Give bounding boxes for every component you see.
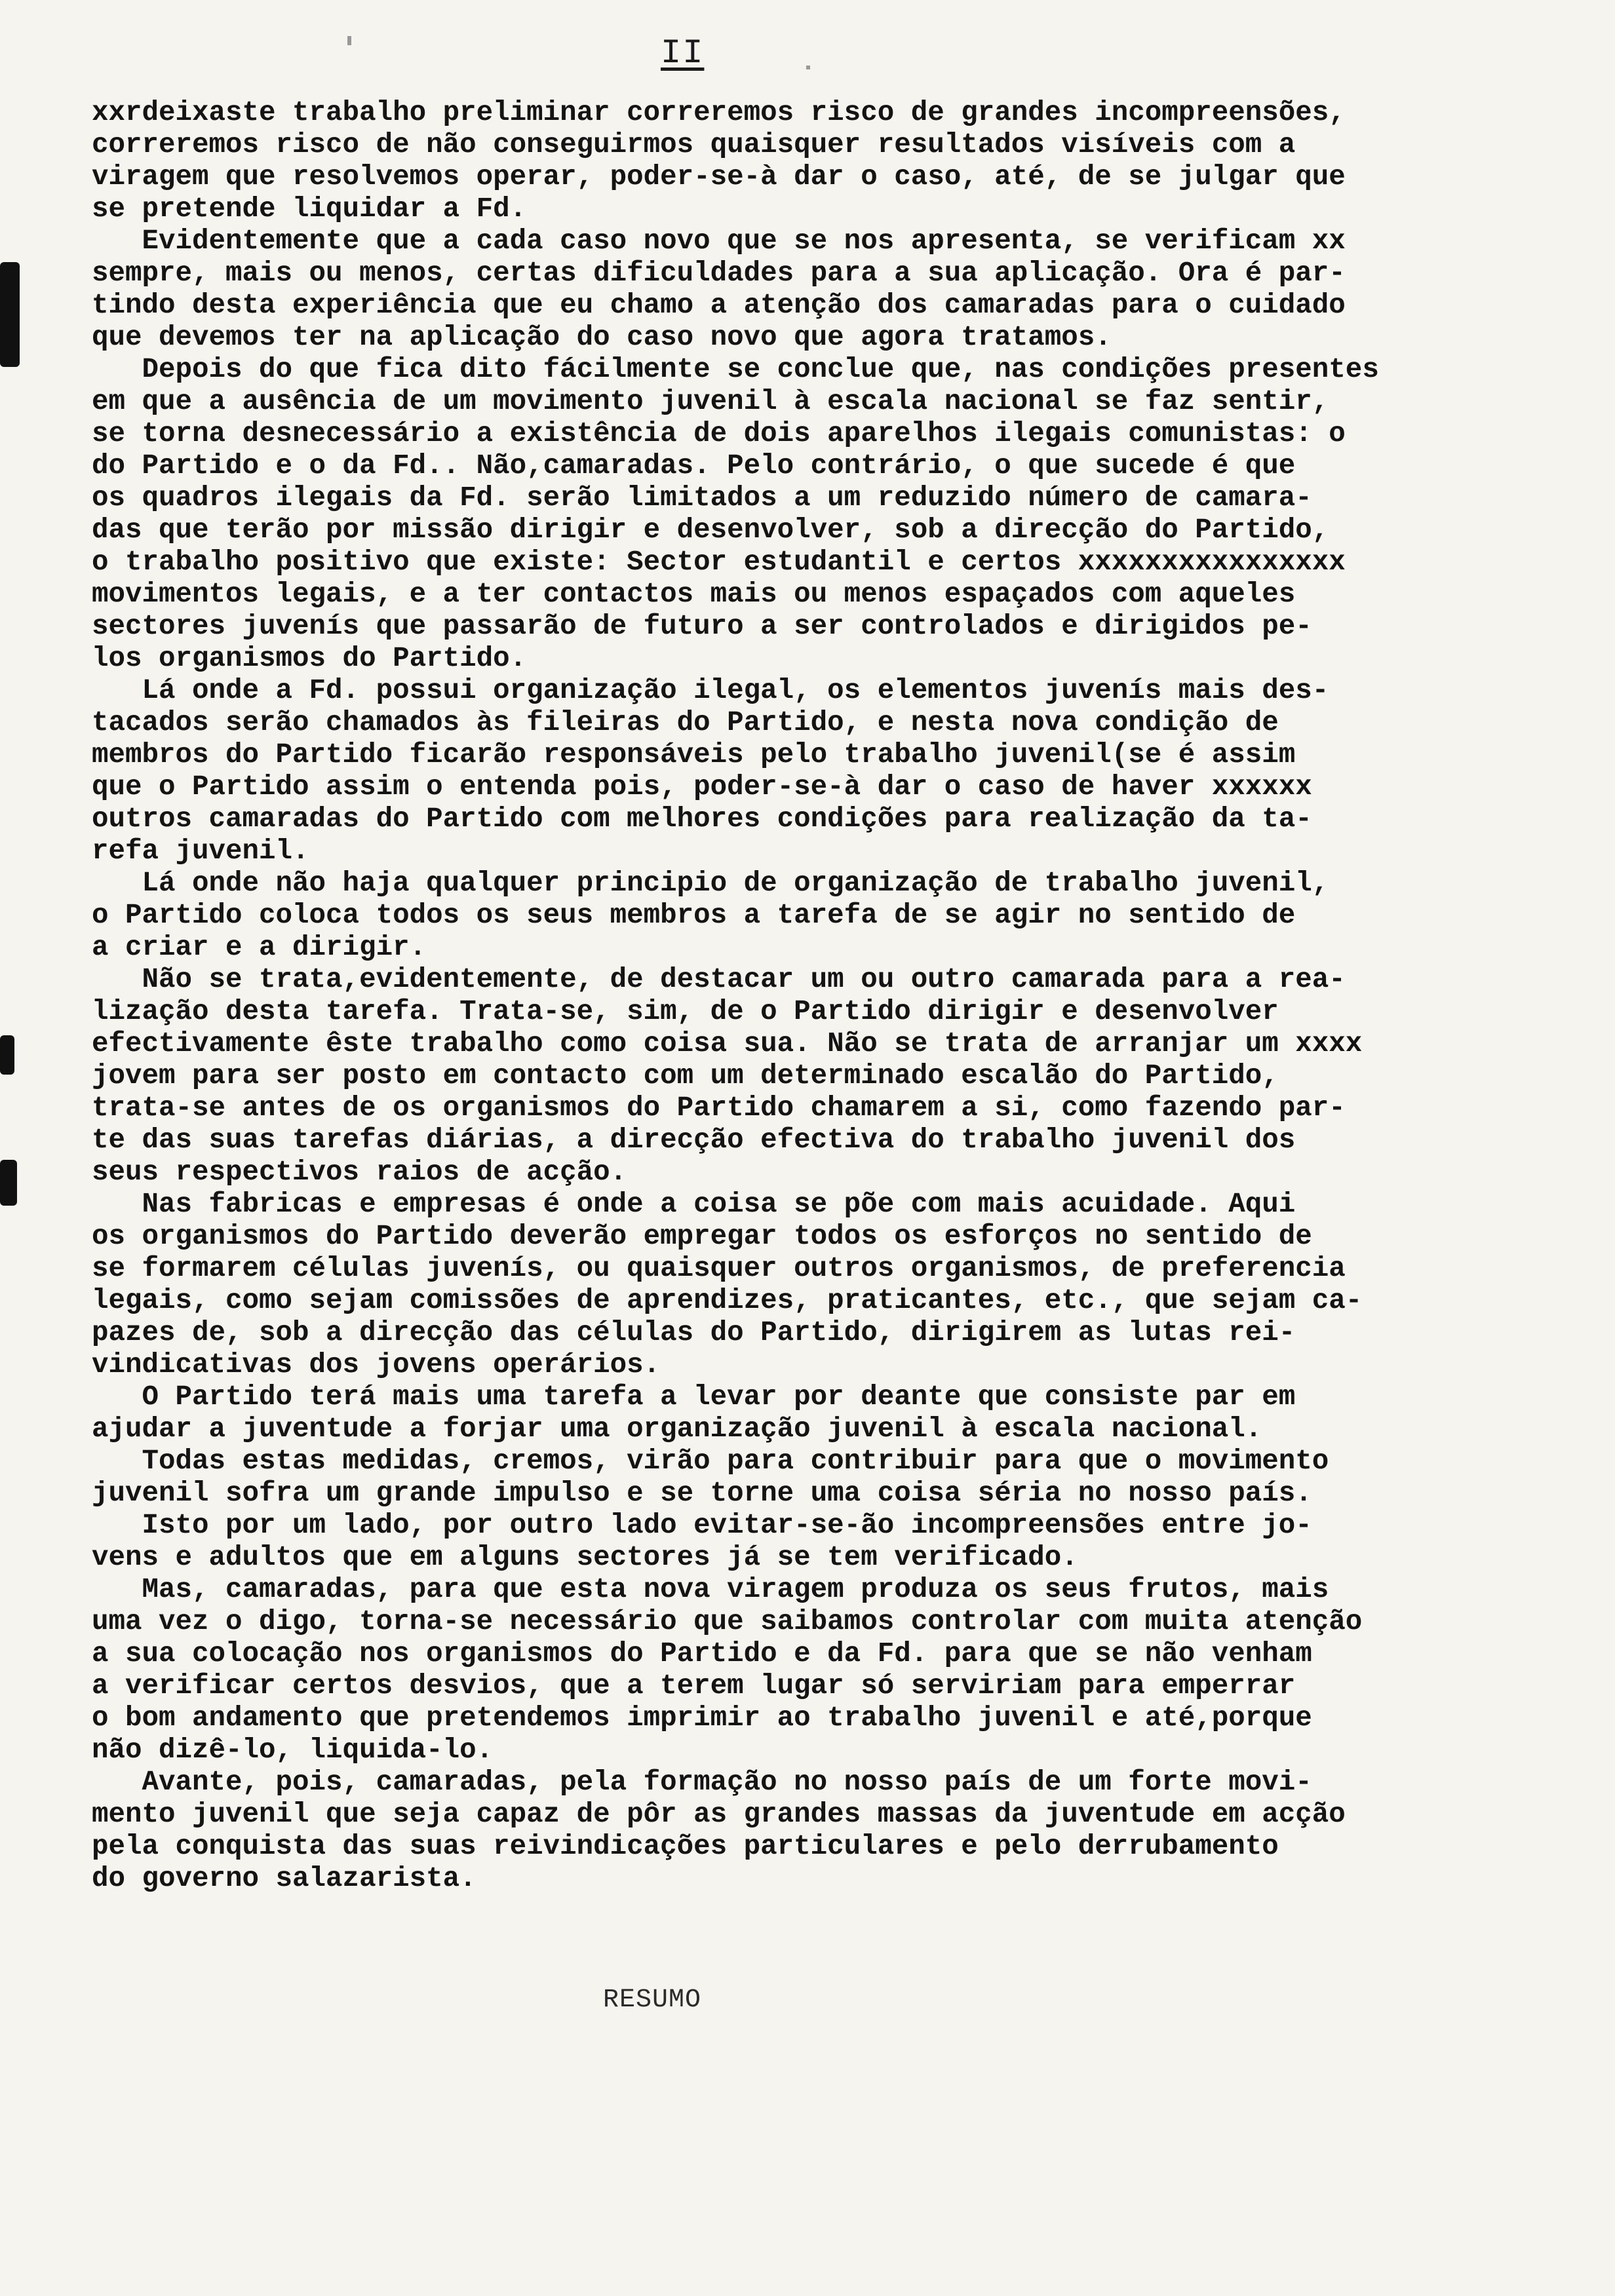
text-line: lização desta tarefa. Trata-se, sim, de o Partido dirigir e desenvolver xyxy=(92,996,1279,1027)
text-line: Isto por um lado, por outro lado evitar-se-ão incompreensões entre jo- xyxy=(92,1510,1312,1541)
text-line: tindo desta experiência que eu chamo a atenção dos camaradas para o cuidado xyxy=(92,290,1346,321)
binder-hole-mark xyxy=(0,1035,14,1075)
text-line: efectivamente êste trabalho como coisa sua. Não se trata de arranjar um xxxx xyxy=(92,1028,1363,1060)
text-line: pela conquista das suas reivindicações particulares e pelo derrubamento xyxy=(92,1831,1279,1862)
text-line: juvenil sofra um grande impulso e se torne uma coisa séria no nosso país. xyxy=(92,1478,1312,1509)
text-line: o trabalho positivo que existe: Sector estudantil e certos xxxxxxxxxxxxxxxx xyxy=(92,546,1346,578)
paper-speck xyxy=(806,66,810,69)
text-line: não dizê-lo, liquida-lo. xyxy=(92,1734,494,1766)
text-line: sectores juvenís que passarão de futuro a ser controlados e dirigidos pe- xyxy=(92,611,1312,642)
text-line: se torna desnecessário a existência de dois aparelhos ilegais comunistas: o xyxy=(92,418,1346,450)
text-line: te das suas tarefas diárias, a direcção efectiva do trabalho juvenil dos xyxy=(92,1124,1296,1156)
text-line: seus respectivos raios de acção. xyxy=(92,1157,627,1188)
text-line: Evidentemente que a cada caso novo que se nos apresenta, se verificam xx xyxy=(92,225,1346,257)
text-line: pazes de, sob a direcção das células do Partido, dirigirem as lutas rei- xyxy=(92,1317,1296,1349)
text-line: uma vez o digo, torna-se necessário que saibamos controlar com muita atenção xyxy=(92,1606,1363,1637)
paper-speck xyxy=(347,36,351,45)
text-line: viragem que resolvemos operar, poder-se-à dar o caso, até, de se julgar que xyxy=(92,161,1346,193)
text-line: ajudar a juventude a forjar uma organização juvenil à escala nacional. xyxy=(92,1413,1262,1445)
text-line: que devemos ter na aplicação do caso novo que agora tratamos. xyxy=(92,322,1112,353)
text-line: vindicativas dos jovens operários. xyxy=(92,1349,661,1381)
page-number: II xyxy=(661,34,705,73)
text-line: Lá onde não haja qualquer principio de organização de trabalho juvenil, xyxy=(92,868,1329,899)
text-line: xxrdeixaste trabalho preliminar correremos risco de grandes incompreensões, xyxy=(92,97,1346,128)
text-line: mento juvenil que seja capaz de pôr as grandes massas da juventude em acção xyxy=(92,1799,1346,1830)
text-line: o Partido coloca todos os seus membros a tarefa de se agir no sentido de xyxy=(92,900,1296,931)
text-line: Mas, camaradas, para que esta nova viragem produza os seus frutos, mais xyxy=(92,1574,1329,1605)
text-line: do Partido e o da Fd.. Não,camaradas. Pelo contrário, o que sucede é que xyxy=(92,450,1296,482)
text-line: a verificar certos desvios, que a terem lugar só serviriam para emperrar xyxy=(92,1670,1296,1702)
text-line: Não se trata,evidentemente, de destacar um ou outro camarada para a rea- xyxy=(92,964,1346,995)
text-line: que o Partido assim o entenda pois, poder-se-à dar o caso de haver xxxxxx xyxy=(92,771,1312,803)
binder-hole-mark xyxy=(0,1160,17,1206)
text-line: Avante, pois, camaradas, pela formação no nosso país de um forte movi- xyxy=(92,1767,1312,1798)
text-line: refa juvenil. xyxy=(92,835,309,867)
text-line: os quadros ilegais da Fd. serão limitados a um reduzido número de camara- xyxy=(92,482,1312,514)
text-line: a criar e a dirigir. xyxy=(92,932,427,963)
text-line: se formarem células juvenís, ou quaisquer outros organismos, de preferencia xyxy=(92,1253,1346,1284)
text-line: das que terão por missão dirigir e desenvolver, sob a direcção do Partido, xyxy=(92,514,1329,546)
text-line: Depois do que fica dito fácilmente se conclue que, nas condições presentes xyxy=(92,354,1379,385)
text-line: movimentos legais, e a ter contactos mais ou menos espaçados com aqueles xyxy=(92,579,1296,610)
text-line: se pretende liquidar a Fd. xyxy=(92,193,527,225)
text-line: los organismos do Partido. xyxy=(92,643,527,674)
text-line: vens e adultos que em alguns sectores já se tem verificado. xyxy=(92,1542,1078,1573)
text-line: os organismos do Partido deverão empregar todos os esforços no sentido de xyxy=(92,1221,1312,1252)
text-line: Todas estas medidas, cremos, virão para contribuir para que o movimento xyxy=(92,1445,1329,1477)
body-text xyxy=(92,97,1547,1895)
text-line: a sua colocação nos organismos do Partido e da Fd. para que se não venham xyxy=(92,1638,1312,1670)
text-line: Lá onde a Fd. possui organização ilegal, os elementos juvenís mais des- xyxy=(92,675,1329,706)
text-line: membros do Partido ficarão responsáveis pelo trabalho juvenil(se é assim xyxy=(92,739,1296,771)
text-line: do governo salazarista. xyxy=(92,1863,477,1894)
text-line: sempre, mais ou menos, certas dificuldades para a sua aplicação. Ora é par- xyxy=(92,258,1346,289)
text-line: legais, como sejam comissões de aprendizes, praticantes, etc., que sejam ca- xyxy=(92,1285,1363,1316)
text-line: correremos risco de não conseguirmos quaisquer resultados visíveis com a xyxy=(92,129,1296,161)
section-heading-resumo: RESUMO xyxy=(603,1985,702,2015)
text-line: outros camaradas do Partido com melhores condições para realização da ta- xyxy=(92,803,1312,835)
binder-hole-mark xyxy=(0,262,20,367)
text-line: tacados serão chamados às fileiras do Partido, e nesta nova condição de xyxy=(92,707,1279,738)
text-line: trata-se antes de os organismos do Partido chamarem a si, como fazendo par- xyxy=(92,1092,1346,1124)
text-line: o bom andamento que pretendemos imprimir ao trabalho juvenil e até,porque xyxy=(92,1702,1312,1734)
text-line: Nas fabricas e empresas é onde a coisa se põe com mais acuidade. Aqui xyxy=(92,1189,1296,1220)
text-line: O Partido terá mais uma tarefa a levar por deante que consiste par em xyxy=(92,1381,1296,1413)
text-line: em que a ausência de um movimento juvenil à escala nacional se faz sentir, xyxy=(92,386,1329,417)
text-line: jovem para ser posto em contacto com um determinado escalão do Partido, xyxy=(92,1060,1279,1092)
